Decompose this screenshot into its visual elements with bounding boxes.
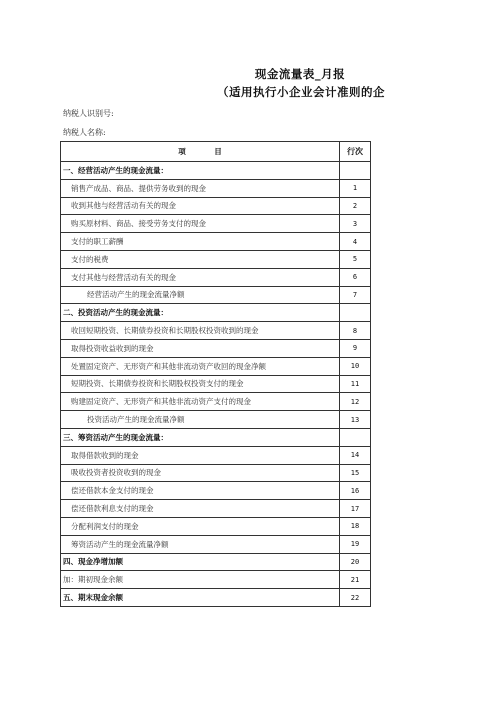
row-item-label: 三、筹资活动产生的现金流量：: [61, 428, 340, 446]
table-row: [61, 428, 371, 446]
row-line-number: 18: [340, 517, 371, 535]
row-item-label: 加：期初现金余额: [61, 571, 340, 589]
row-item-label: 支付的税费: [61, 250, 340, 268]
table-row: [61, 197, 371, 215]
header-item: 项 目: [61, 142, 340, 162]
row-line-number: 5: [340, 250, 371, 268]
row-line-number: 21: [340, 571, 371, 589]
taxpayer-name-label: 纳税人名称:: [63, 128, 106, 137]
row-line-number: 20: [340, 553, 371, 571]
row-item-label: 五、期末现金余额: [61, 589, 340, 607]
row-line-number: 19: [340, 535, 371, 553]
cash-flow-table: [60, 141, 371, 607]
row-item-label: 支付的职工薪酬: [61, 233, 340, 251]
row-line-number: 3: [340, 215, 371, 233]
table-row: [61, 500, 371, 518]
table-row: [61, 233, 371, 251]
row-item-label: 分配利润支付的现金: [61, 517, 340, 535]
row-line-number: [340, 428, 371, 446]
row-line-number: 1: [340, 179, 371, 197]
row-line-number: 11: [340, 375, 371, 393]
row-item-label: 二、投资活动产生的现金流量：: [61, 304, 340, 322]
cash-flow-table-body: [61, 142, 371, 607]
row-item-label: 偿还借款利息支付的现金: [61, 500, 340, 518]
table-row: [61, 304, 371, 322]
row-line-number: 4: [340, 233, 371, 251]
row-item-label: 取得借款收到的现金: [61, 446, 340, 464]
table-row: [61, 571, 371, 589]
row-line-number: 10: [340, 357, 371, 375]
table-row: [61, 393, 371, 411]
row-line-number: 12: [340, 393, 371, 411]
table-row: [61, 464, 371, 482]
row-line-number: 6: [340, 268, 371, 286]
header-line: 行次: [340, 142, 371, 162]
row-item-label: 四、现金净增加额: [61, 553, 340, 571]
row-item-label: 短期投资、长期债券投资和长期股权投资支付的现金: [61, 375, 340, 393]
table-row: [61, 322, 371, 340]
row-item-label: 处置固定资产、无形资产和其他非流动资产收回的现金净额: [61, 357, 340, 375]
table-row: [61, 215, 371, 233]
row-line-number: [340, 304, 371, 322]
table-row: [61, 589, 371, 607]
row-item-label: 投资活动产生的现金流量净额: [61, 411, 340, 429]
row-line-number: 14: [340, 446, 371, 464]
row-line-number: 7: [340, 286, 371, 304]
table-header-row: [61, 142, 371, 162]
title-block: [0, 66, 496, 106]
row-line-number: 9: [340, 339, 371, 357]
row-item-label: 收到其他与经营活动有关的现金: [61, 197, 340, 215]
report-subtitle: （适用执行小企业会计准则的企: [217, 85, 385, 99]
row-line-number: 15: [340, 464, 371, 482]
table-row: [61, 339, 371, 357]
row-line-number: 22: [340, 589, 371, 607]
table-row: [61, 179, 371, 197]
row-item-label: 经营活动产生的现金流量净额: [61, 286, 340, 304]
row-item-label: 吸收投资者投资收到的现金: [61, 464, 340, 482]
table-row: [61, 411, 371, 429]
table-row: [61, 482, 371, 500]
table-row: [61, 268, 371, 286]
taxpayer-id-label: 纳税人识别号:: [63, 109, 114, 118]
row-item-label: 收回短期投资、长期债券投资和长期股权投资收到的现金: [61, 322, 340, 340]
table-row: [61, 517, 371, 535]
table-row: [61, 250, 371, 268]
row-item-label: 偿还借款本金支付的现金: [61, 482, 340, 500]
row-line-number: 2: [340, 197, 371, 215]
row-item-label: 一、经营活动产生的现金流量：: [61, 162, 340, 180]
row-line-number: 8: [340, 322, 371, 340]
table-row: [61, 535, 371, 553]
row-line-number: 16: [340, 482, 371, 500]
table-row: [61, 553, 371, 571]
row-item-label: 购买原材料、商品、接受劳务支付的现金: [61, 215, 340, 233]
table-row: [61, 357, 371, 375]
table-row: [61, 286, 371, 304]
row-line-number: [340, 162, 371, 180]
table-row: [61, 446, 371, 464]
row-item-label: 购建固定资产、无形资产和其他非流动资产支付的现金: [61, 393, 340, 411]
table-row: [61, 375, 371, 393]
row-line-number: 17: [340, 500, 371, 518]
row-line-number: 13: [340, 411, 371, 429]
row-item-label: 销售产成品、商品、提供劳务收到的现金: [61, 179, 340, 197]
report-title: 现金流量表_月报: [254, 67, 346, 81]
row-item-label: 支付其他与经营活动有关的现金: [61, 268, 340, 286]
row-item-label: 筹资活动产生的现金流量净额: [61, 535, 340, 553]
row-item-label: 取得投资收益收到的现金: [61, 339, 340, 357]
table-row: [61, 162, 371, 180]
